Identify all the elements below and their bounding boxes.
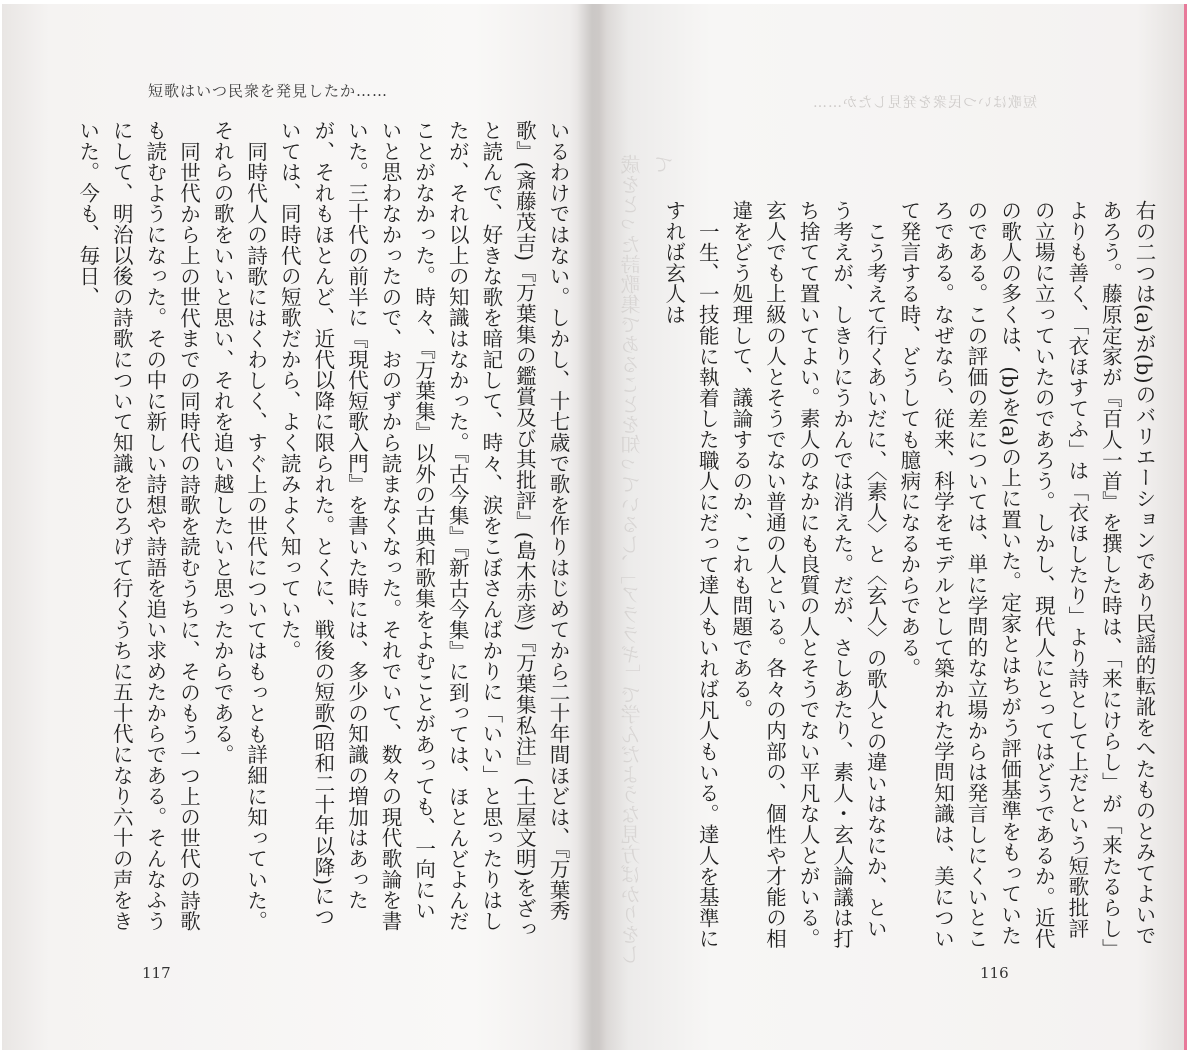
running-head-right-ghost: 短歌はいつ民衆を発見したか…… <box>812 95 1037 111</box>
left-page-body <box>75 120 574 940</box>
right-page <box>600 4 1184 1050</box>
bleed-through-text: 歳をとった詩歌集であることを知っているし、「アララギ」で学んだような見方ばかりをして <box>620 154 677 964</box>
open-book <box>2 4 1187 1050</box>
page-number-left: 117 <box>142 964 171 982</box>
running-head-left: 短歌はいつ民衆を発見したか…… <box>148 82 389 100</box>
left-paragraph-1: いるわけではない。しかし、十七歳で歌を作りはじめてから二十年間ほどは、『万葉秀歌』(斎藤茂吉)『万葉集の鑑賞及び其批評』(島木赤彦)『万葉集私注』(土屋文明)をざっと読んで、好きな歌を暗記して、時々、涙をこぼさんばかりに「いい」と思ったりはしたが、それ以上の知識はなかった。『古今集』『新古今集』に到っては、ほとんどよんだことがなかった。時々、『万葉集』以外の古典和歌集をよむことがあっても、一向にいいと思わなかったので、おのずから読まなくなった。それでいて、数々の現代歌論を書いた。三十代の前半に『現代短歌入門』を書いた時には、多少の知識の増加はあったが、それもほとんど、近代以降に限られた。とくに、戦後の短歌(昭和二十年以降)については、同時代の短歌だから、よく読みよく知っていた。 <box>277 120 570 940</box>
left-page <box>2 4 577 1050</box>
right-paragraph-1: 右の二つは(a)が(b)のバリエーションであり民謡的転訛をへたものとみてよいであろう。藤原定家が『百人一首』を撰した時は、「来にけらし」が「来たるらし」よりも善く、「衣ほすてふ」は「衣ほしたり」より詩として上だという短歌批評の立場に立っていたのであろう。しかし、現代人にとってはどうであるか。近代の歌人の多くは、(b)を(a)の上に置いた。定家とはちがう評価基準をもっていたのである。この評価の差については、単に学問的な立場からは発言しにくいところである。なぜなら、従来、科学をモデルとして築かれた学問知識は、美について発言する時、どうしても臆病になるからである。 <box>896 200 1156 950</box>
right-paragraph-2: こう考えて行くあいだに、〈素人〉と〈玄人〉の歌人との違いはなにか、という考えが、しきりにうかんでは消えた。だが、さしあたり、素人・玄人論議は打ち捨てて置いてよい。素人のなかにも良質の人とそうでない平凡な人とがいる。玄人でも上級の人とそうでない普通の人といる。各々の内部の、個性や才能の相違をどう処理して、議論するのか、これも問題である。 <box>728 200 888 949</box>
right-page-body <box>661 200 1160 950</box>
page-number-right: 116 <box>980 964 1009 982</box>
left-paragraph-3: 同世代から上の世代までの同時代の詩歌を読むうちに、そのもう一つ上の世代の詩歌も読むようになった。その中に新しい詩想や詩語を追い求めたからである。そんなふうにして、明治以後の詩歌について知識をひろげて行くうちに五十代になり六十の声をきいた。今も、毎日、 <box>75 120 201 932</box>
right-paragraph-3: 一生、一技能に執着した職人にだって達人もいれば凡人もいる。達人を基準にすれば玄人は <box>661 200 720 949</box>
left-paragraph-2: 同時代人の詩歌にはくわしく、すぐ上の世代についてはもっとも詳細に知っていた。それらの歌をいいと思い、それを追い越したいと思ったからである。 <box>210 120 268 931</box>
